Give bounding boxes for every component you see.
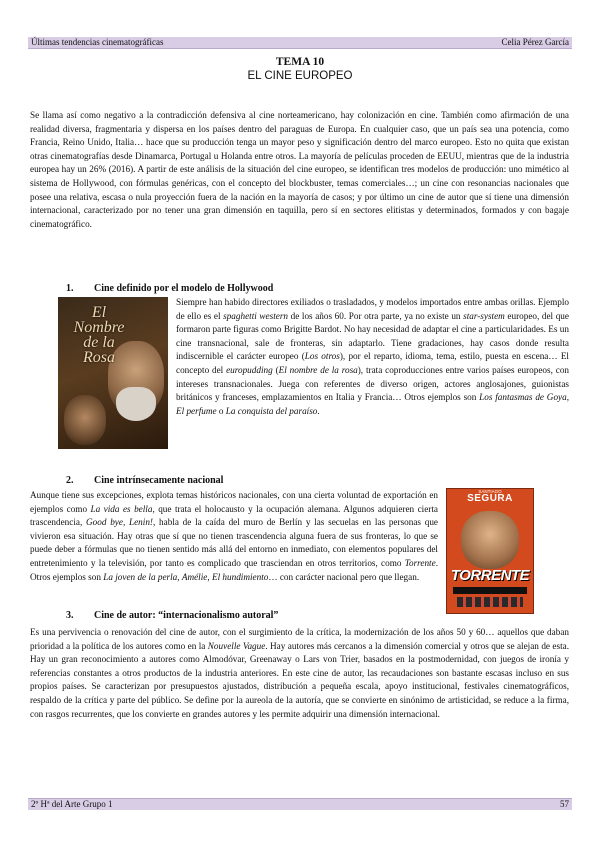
film-title: El hundimiento [211,571,269,582]
text-run: de los años 60. Por otra parte, ya no existe un [288,310,464,321]
poster1-title-line: El [91,304,107,321]
film-title: Los otros [304,351,340,362]
text-run: ( [272,364,279,375]
page-subtitle: EL CINE EUROPEO [247,70,353,82]
page-footer [28,798,572,810]
italic-term: Nouvelle Vague [207,640,266,651]
section-1-heading [66,282,273,295]
poster2-big-title: TORRENTE [450,567,530,584]
poster1-title-line: Rosa [83,349,115,366]
poster-torrente [446,488,534,614]
page-title: TEMA 10 [275,56,325,68]
text-run: , que trata el holocausto y la ocupación alemana. Algunos adquieren cierta trascendencia, [30,503,438,528]
page-header [28,37,572,49]
poster1-title-line: Nombre [73,319,125,336]
page-number: 57 [560,799,569,809]
poster2-tagline: SANTIAGO [478,489,502,494]
text-run: , [207,571,212,582]
text-run: , habla de la caída del muro de Berlín y las secuelas en las personas que vivieron esa situación. Hay otras que sí que no tienen trascendencia alguna fuera de sus fronteras, lo que se puede deber a fórmulas que no tienen sentido más allá del entorno en inmediato, con elementos populares del entretenimiento y la televisión, por tanto es complicado que trasciendan en otros territorios, como [30,517,438,568]
poster2-band [453,587,527,594]
section-3-body [30,626,569,721]
film-title: Amélie [181,571,208,582]
text-run: ), trata coproducciones entre varios países europeos, con intereses transnacionales. Juega con referentes de diverso origen, actores anglosajones, guionistas británicos y franceses, emplazamientos en Italia y Francia… Otros ejemplos son [176,364,570,403]
text-run: . Hay autores más cercanos a la dimensión comercial y otros que se alejan de esta. Hay un gran reconocimiento a autores como Almodóvar, Greenaway o Lars von Trier, basados en la postmodernidad, con juegos de ironía y referencias constantes a otros productos de la industria anteriores. En este cine de autor, las recaudaciones son bastante escasas incluso en sus propios países. Se caracterizan por presupuestos ajustados, distribución a pequeña escala, apoyo institucional, festivales cinematográficos, respaldo de la crítica y parte del público. Se define por la aureola de la autoría, que se convierte en sinónimo de artisticidad, se reduce a la firma, con rasgos recurrentes, que los convierte en grandes autores y les permite adquirir una dimensión internacional. [30,640,569,719]
film-title: El nombre de la rosa [278,364,358,375]
section-1-title: Cine definido por el modelo de Hollywood [94,283,274,294]
section-2-body [30,489,438,584]
section-3-heading [66,609,278,622]
section-1-body [176,296,569,418]
text-run: europeo, del que formaron parte figuras como Brigitte Bardot. No hay necesidad de adaptar el cine a particularidades. Es un cine transnacional, sale de fronteras, sin adaptarlo. Tiene gradaciones, hay casos donde resulta indiscernible el carácter europeo ( [176,310,569,362]
section-3-number: 3. [66,610,74,621]
poster-beard [116,387,156,421]
film-title: La conquista del paraíso [225,405,318,416]
text-run: . [317,405,320,416]
film-title: La joven de la perla [103,571,178,582]
text-run: … con carácter nacional pero que llegan. [268,571,420,582]
italic-term: star-system [463,310,505,321]
intro-paragraph: Se llama así como negativo a la contradicción defensiva al cine norteamericano, hay colonización en cine. También como afirmación de una realidad diversa, fragmentaria y dispersa en los países dentro del paraguas de Europa. En cualquier caso, que un país sea una potencia, como Francia, Reino Unido, Italia… hace que su producción tenga un mayor peso y significación dentro del marco europeo. Esto no quita que existan otras cinematografías desde Dinamarca, Portugal u Holanda entre otros. La mayoría de películas proceden de EEUU, mientras que de la industria europea hay un 26% (2016). A partir de este análisis de la situación del cine europeo, se identifican tres modelos de producción: uno mimético al sistema de Hollywood, con fórmulas genéricas, con el concepto del blockbuster, temas comerciales…; un cine con resonancias nacionales que posee una relativa, escasa o nula proyección fuera de la nación en la mayoría de casos; y por último un cine de autor que sí tiene una dimensión internacional, caracterizado por no tener una gran dimensión en taquilla, pero sí en sectores elitistas y determinados, formados y con bagaje cinematográfico. [30,110,569,229]
poster1-title-line: de la [83,334,115,351]
footer-course-group: 2º Hª del Arte Grupo 1 [31,799,113,809]
section-2-heading [66,474,223,487]
film-title: La vida es bella [90,503,153,514]
poster2-actor-name: SEGURA [467,493,513,504]
header-course-title: Últimas tendencias cinematográficas [31,37,164,47]
poster2-credits-band [457,597,523,607]
section-1-number: 1. [66,283,74,294]
film-title: Good bye, Lenin! [86,517,153,528]
text-run: , [566,392,570,403]
header-author: Celia Pérez García [501,37,569,47]
film-title: El perfume [176,405,217,416]
film-title: Torrente [404,557,436,568]
poster2-face [461,511,519,569]
text-run: Es una pervivencia o renovación del cine de autor, con el surgimiento de la crítica, la modernización de los años 50 y 60… aquellos que daban prioridad a la política de los autores como en la [30,627,569,651]
text-run: . Otros ejemplos son [30,557,438,582]
section-2-title: Cine intrínsecamente nacional [94,475,224,486]
text-run: o [216,405,226,416]
text-run: Aunque tiene sus excepciones, explota temas históricos nacionales, con una cierta voluntad de exportación en ejemplos como [30,490,438,514]
section-3-title: Cine de autor: “internacionalismo autoral” [94,610,279,621]
text-run: , [177,571,182,582]
poster-el-nombre-de-la-rosa [58,297,168,449]
film-title: Los fantasmas de Goya [479,392,567,403]
section-2-number: 2. [66,475,74,486]
poster-face-boy [64,395,106,445]
italic-term: europudding [226,364,273,375]
poster1-title [64,305,134,365]
text-run: Siempre han habido directores exiliados o trasladados, y modelos importados entre ambas orillas. Ejemplo de ello es el [176,297,569,321]
text-run: ), por el reparto, idioma, tema, estilo, puesta en escena… El concepto del [176,351,569,375]
film-title: spaghetti western [223,310,289,321]
